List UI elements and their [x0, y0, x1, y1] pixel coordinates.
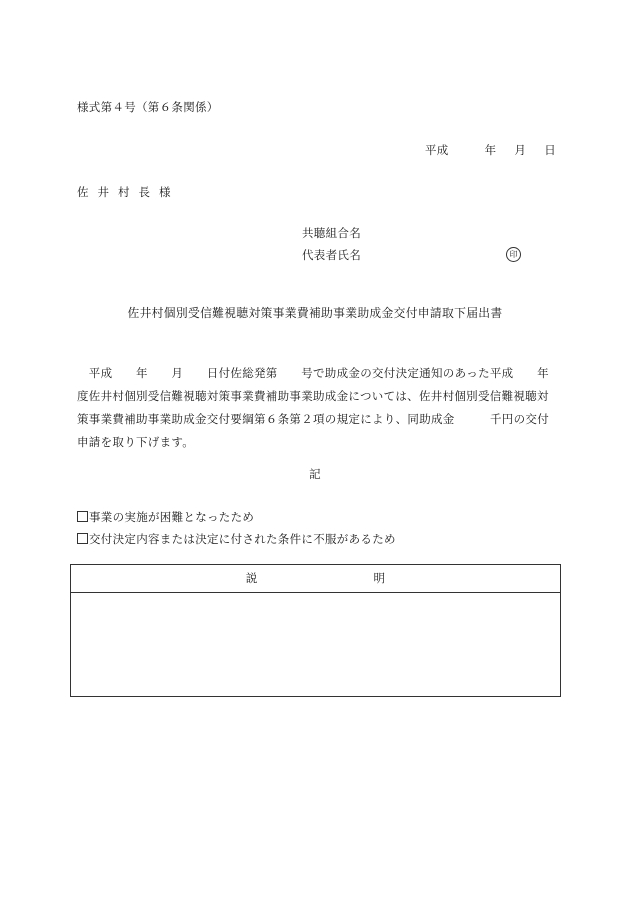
- body-line: 申請を取り下げます。: [77, 435, 195, 449]
- body-line: 策事業費補助事業助成金交付要綱第６条第２項の規定により、同助成金 千円の交付: [77, 412, 549, 426]
- date-era: 平成: [424, 143, 449, 157]
- seal-mark: 印: [506, 247, 521, 262]
- reason-option: [77, 506, 396, 528]
- representative-row: [302, 244, 542, 266]
- body-line: 平成 年 月 日付佐総発第 号で助成金の交付決定通知のあった平成 年: [77, 366, 549, 380]
- explanation-header: [71, 565, 560, 593]
- form-number: 様式第４号（第６条関係）: [77, 100, 219, 114]
- representative-label: 代表者氏名: [302, 248, 361, 262]
- explanation-field[interactable]: [71, 593, 560, 696]
- explanation-box: [70, 564, 561, 697]
- date-month-unit: 月: [514, 143, 527, 157]
- applicant-block: [302, 222, 542, 266]
- addressee: 佐井村長様: [77, 185, 180, 199]
- reason-options: [77, 506, 396, 550]
- union-name-label: 共聴組合名: [302, 226, 361, 240]
- explanation-header-char-1: 説: [245, 571, 258, 585]
- ki-heading: 記: [309, 467, 321, 481]
- union-name-row: [302, 222, 542, 244]
- explanation-header-char-2: 明: [373, 571, 386, 585]
- date-day-unit: 日: [544, 143, 556, 157]
- body-line: 度佐井村個別受信難視聴対策事業費補助事業助成金については、佐井村個別受信難視聴対: [77, 389, 549, 403]
- checkbox-icon[interactable]: [77, 533, 88, 544]
- reason-option-label: 事業の実施が困難となったため: [89, 510, 255, 524]
- date-line: [425, 142, 556, 158]
- body-paragraph: [77, 362, 557, 454]
- date-year-unit: 年: [484, 143, 497, 157]
- document-title: 佐井村個別受信難視聴対策事業費補助事業助成金交付申請取下届出書: [127, 306, 503, 320]
- reason-option: [77, 528, 396, 550]
- checkbox-icon[interactable]: [77, 511, 88, 522]
- reason-option-label: 交付決定内容または決定に付された条件に不服があるため: [89, 532, 396, 546]
